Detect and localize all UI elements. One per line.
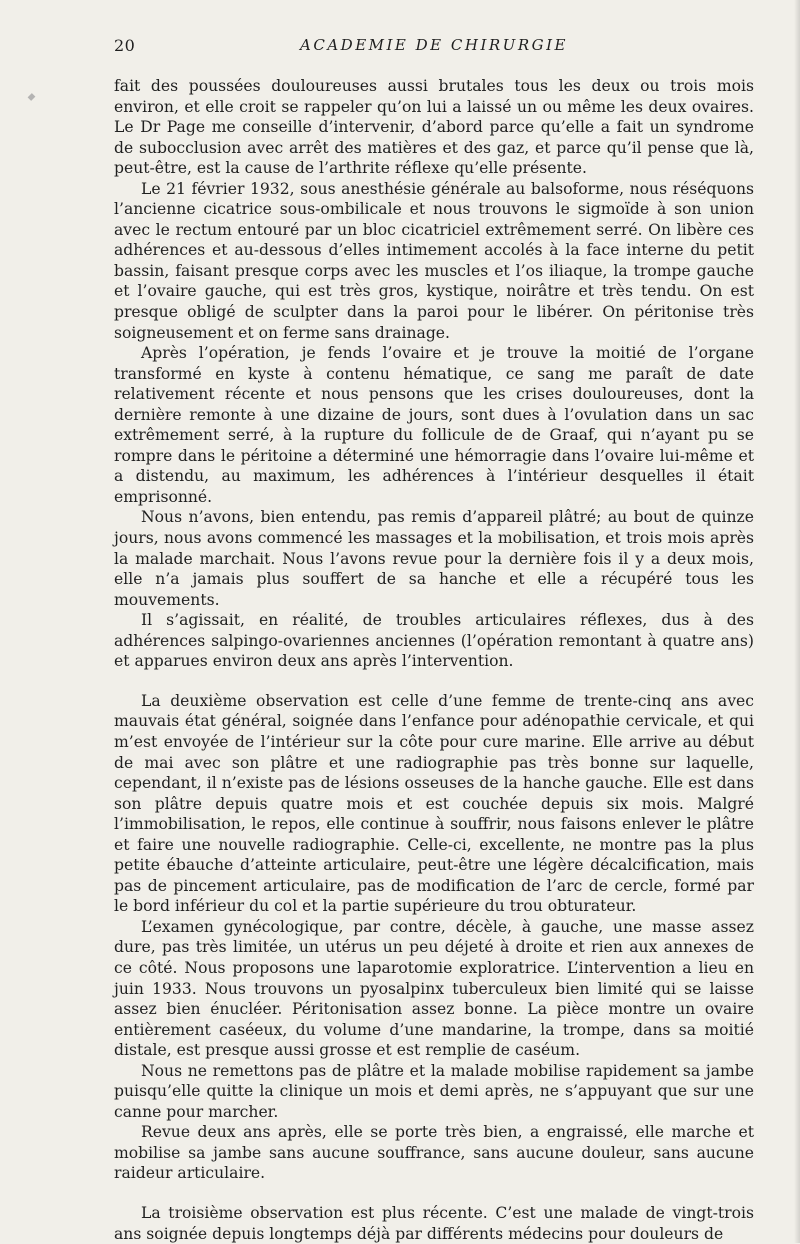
page-header <box>114 36 754 58</box>
paragraph: La deuxième observation est celle d’une femme de trente-cinq ans avec mauvais état général, soignée dans l’enfance pour adénopathie cervicale, et qui m’est envoyée de l’intérieur sur la côte pour cure marine. Elle arrive au début de mai avec son plâtre et une radiographie pas très bonne sur laquelle, cependant, il n’existe pas de lésions osseuses de la hanche gauche. Elle est dans son plâtre depuis quatre mois et est couchée depuis six mois. Malgré l’immobilisation, le repos, elle continue à souffrir, nous faisons enlever le plâtre et faire une nouvelle radiographie. Celle-ci, excellente, ne montre pas la plus petite ébauche d’atteinte articulaire, peut-être une légère décalcification, mais pas de pincement articulaire, pas de modification de l’arc de cercle, formé par le bord inférieur du col et la partie supérieure du trou obturateur. <box>114 691 754 916</box>
paragraph: Le 21 février 1932, sous anesthésie générale au balsoforme, nous réséquons l’ancienne cicatrice sous-ombilicale et nous trouvons le sigmoïde à son union avec le rectum entouré par un bloc cicatriciel extrêmement serré. On libère ces adhérences et au-dessous d’elles intimement accolés à la face interne du petit bassin, faisant presque corps avec les muscles et l’os iliaque, la trompe gauche et l’ovaire gauche, qui est très gros, kystique, noirâtre et très tendu. On est presque obligé de sculpter dans la paroi pour le libérer. On péritonise très soigneusement et on ferme sans drainage. <box>114 179 754 342</box>
text-body <box>114 76 754 1244</box>
paragraph: Revue deux ans après, elle se porte très bien, a engraissé, elle marche et mobilise sa jambe sans aucune souffrance, sans aucune douleur, sans aucune raideur articulaire. <box>114 1123 754 1183</box>
paragraph: Nous n’avons, bien entendu, pas remis d’appareil plâtré; au bout de quinze jours, nous avons commencé les massages et la mobilisation, et trois mois après la malade marchait. Nous l’avons revue pour la dernière fois il y a deux mois, elle n’a jamais plus souffert de sa hanche et elle a récupéré tous les mouvements. <box>114 508 754 609</box>
paragraph: fait des poussées douloureuses aussi brutales tous les deux ou trois mois environ, et elle croit se rappeler qu’on lui a laissé un ou même les deux ovaires. Le Dr Page me conseille d’intervenir, d’abord parce qu’elle a fait un syndrome de subocclusion avec arrêt des matières et des gaz, et parce qu’il pense que là, peut-être, est la cause de l’arthrite réflexe qu’elle présente. <box>114 77 754 178</box>
paragraph: L’examen gynécologique, par contre, décèle, à gauche, une masse assez dure, pas très limitée, un utérus un peu déjeté à droite et rien aux annexes de ce côté. Nous proposons une laparotomie exploratrice. L’intervention a lieu en juin 1933. Nous trouvons un pyosalpinx tuberculeux bien limité qui se laisse assez bien énucléer. Péritonisation assez bonne. La pièce montre un ovaire entièrement caséeux, du volume d’une mandarine, la trompe, dans sa moitié distale, est presque aussi grosse et est remplie de caséum. <box>114 917 754 1060</box>
paragraph: Après l’opération, je fends l’ovaire et je trouve la moitié de l’organe transformé en kyste à contenu hématique, ce sang me paraît de date relativement récente et nous pensons que les crises douloureuses, dont la dernière remonte à une dizaine de jours, sont dues à l’ovulation dans un sac extrêmement serré, à la rupture du follicule de de Graaf, qui n’ayant pu se rompre dans le péritoine a déterminé une hémorragie dans l’ovaire lui-même et a distendu, au maximum, les adhérences à l’intérieur desquelles il était emprisonné. <box>114 344 754 506</box>
section-break <box>114 672 754 691</box>
page-number: 20 <box>114 36 136 55</box>
paragraph: Nous ne remettons pas de plâtre et la malade mobilise rapidement sa jambe puisqu’elle quitte la clinique un mois et demi après, ne s’appuyant que sur une canne pour marcher. <box>114 1061 754 1121</box>
print-speck <box>28 93 36 101</box>
running-title: ACADEMIE DE CHIRURGIE <box>300 36 568 54</box>
section-break <box>114 1184 754 1203</box>
paragraph: La troisième observation est plus récente. C’est une malade de vingt-trois ans soignée depuis longtemps déjà par différents médecins pour douleurs de <box>114 1203 754 1243</box>
paragraph: Il s’agissait, en réalité, de troubles articulaires réflexes, dus à des adhérences salpingo-ovariennes anciennes (l’opération remontant à quatre ans) et apparues environ deux ans après l’intervention. <box>114 611 754 671</box>
page-edge-shadow <box>794 0 800 1243</box>
